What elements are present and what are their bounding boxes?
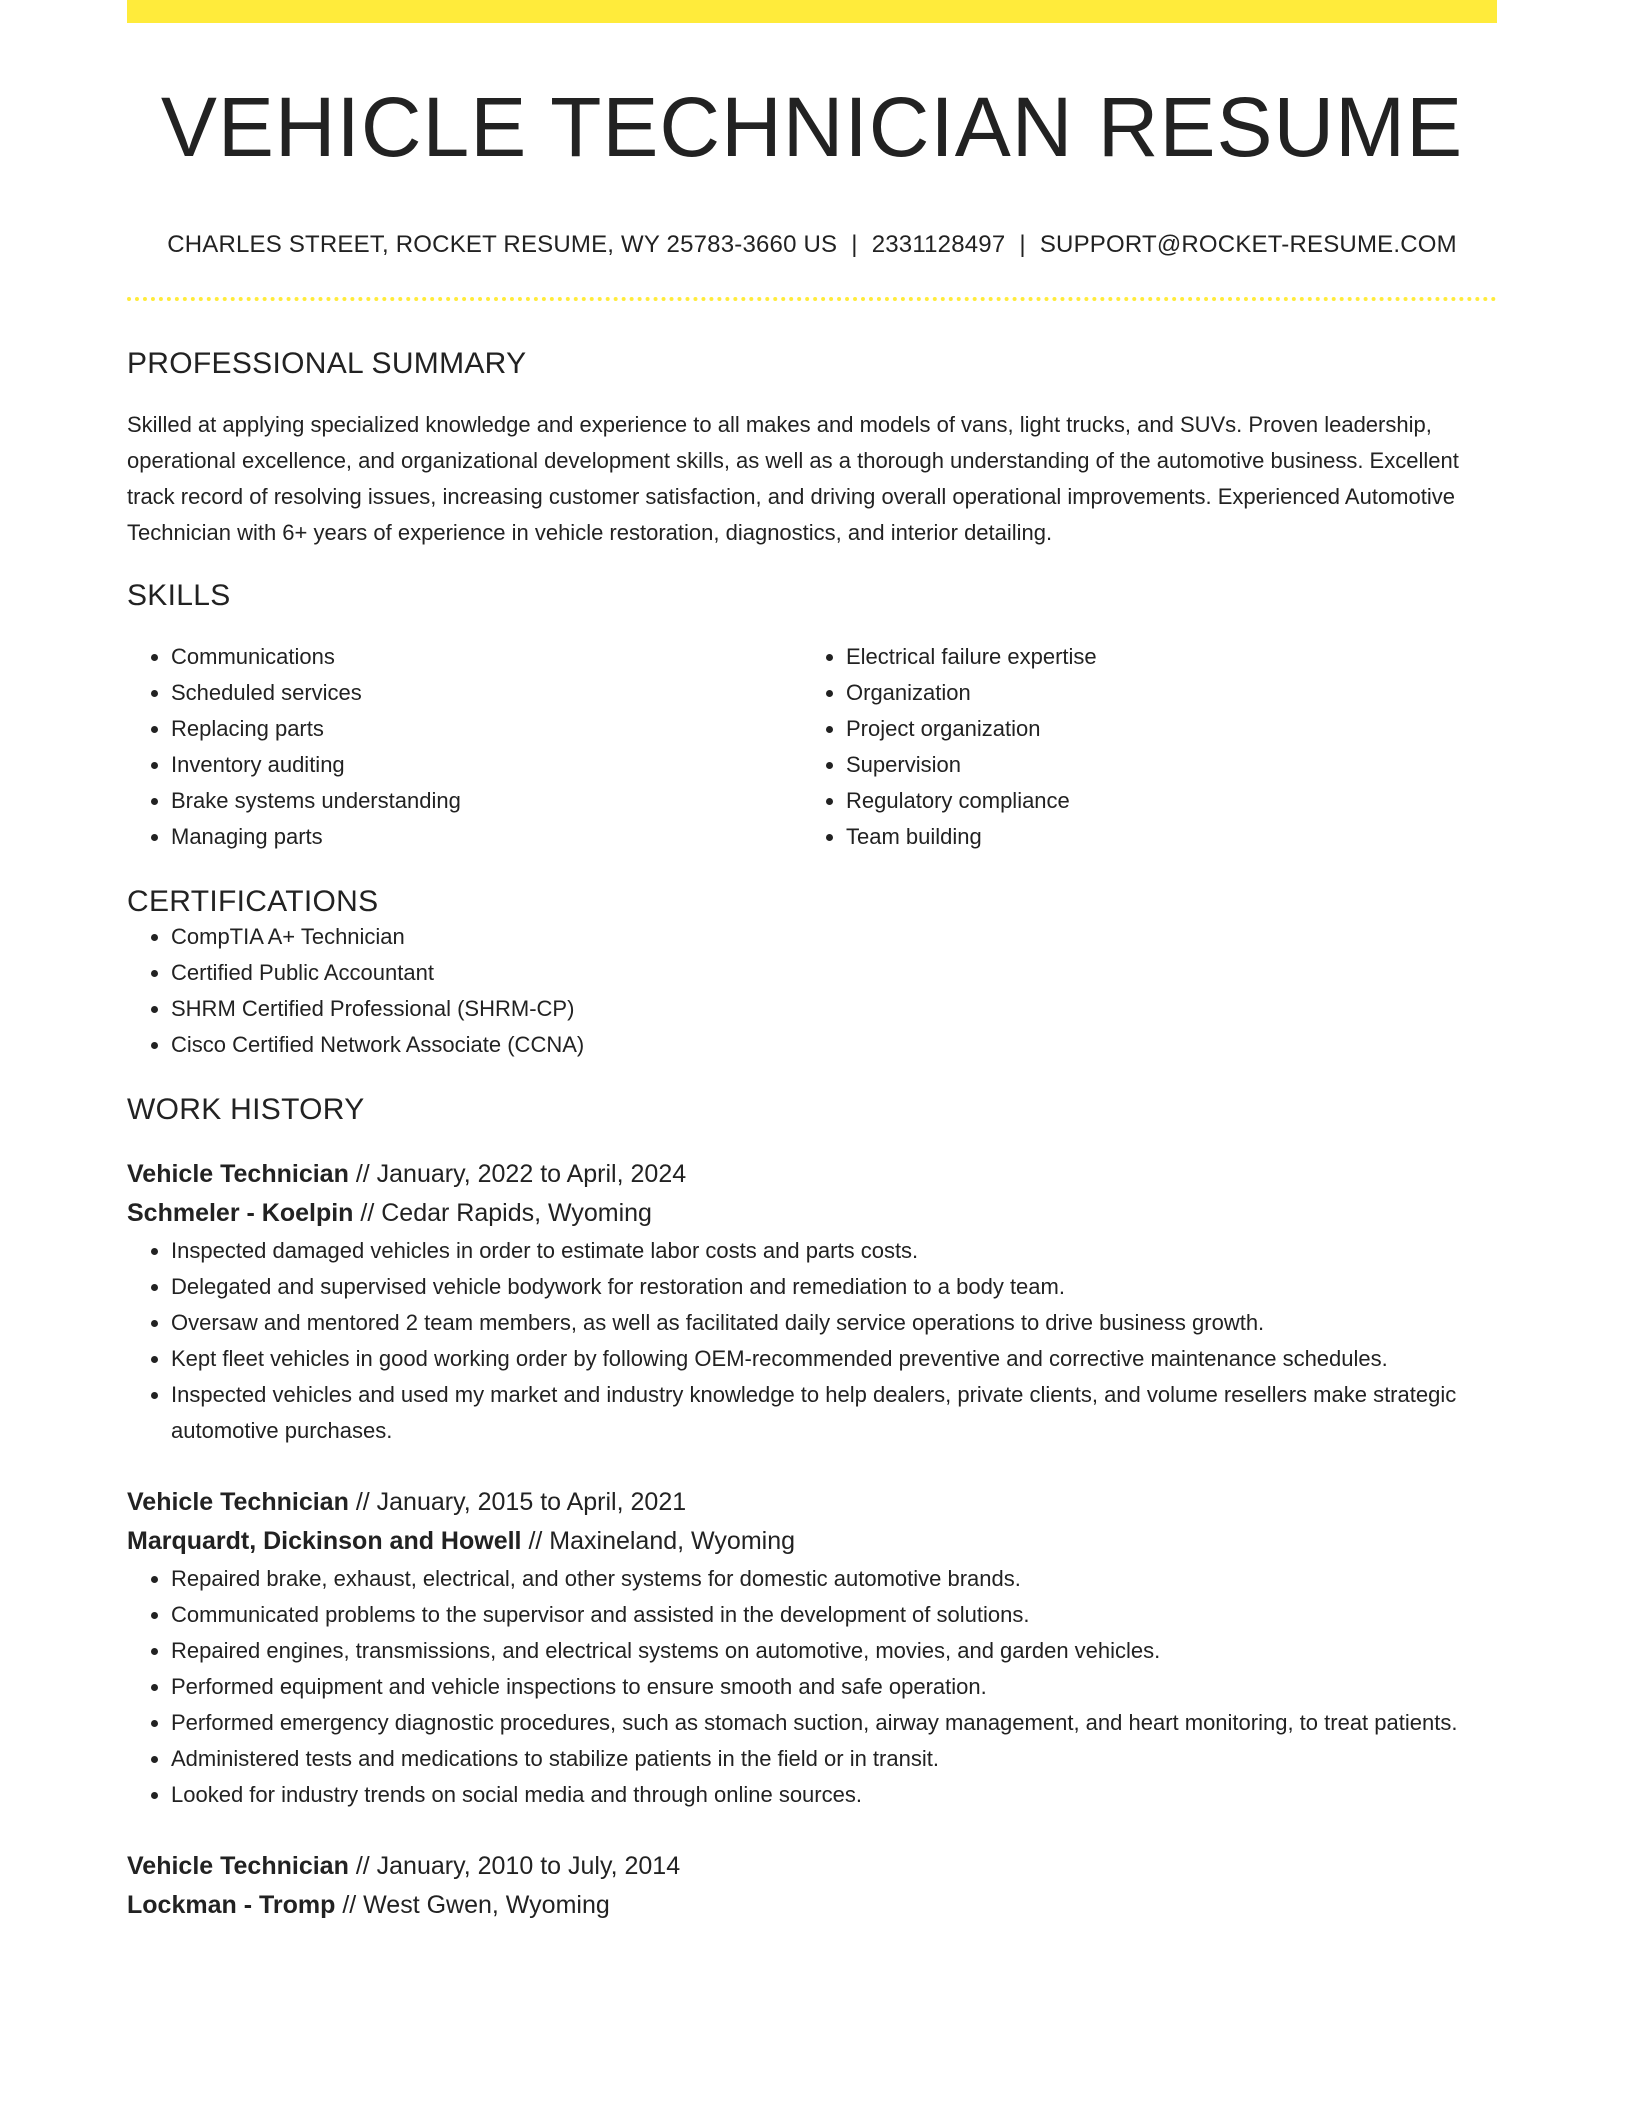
skills-column-right xyxy=(802,639,1477,855)
job-title-line xyxy=(127,1847,1497,1886)
skill-item: • Organization xyxy=(846,675,1477,711)
certification-item: • CompTIA A+ Technician xyxy=(171,919,1497,955)
skill-item: • Project organization xyxy=(846,711,1477,747)
job-location: // Maxineland, Wyoming xyxy=(528,1527,796,1556)
certification-item: • SHRM Certified Professional (SHRM-CP) xyxy=(171,991,1497,1027)
skill-item: • Inventory auditing xyxy=(171,747,802,783)
job-company-line xyxy=(127,1522,1497,1561)
certifications-list xyxy=(127,919,1497,1063)
contact-email: SUPPORT@ROCKET-RESUME.COM xyxy=(1039,231,1457,259)
job-dates: // January, 2010 to July, 2014 xyxy=(355,1852,681,1881)
contact-address: CHARLES STREET, ROCKET RESUME, WY 25783-3660 US xyxy=(167,231,838,259)
skill-item: • Communications xyxy=(171,639,802,675)
skill-item: • Electrical failure expertise xyxy=(846,639,1477,675)
resume-page xyxy=(127,0,1497,1925)
job-bullet: • Oversaw and mentored 2 team members, as well as facilitated daily service operations to drive business growth. xyxy=(171,1305,1497,1341)
job-company-line xyxy=(127,1886,1497,1925)
job-bullet: • Inspected damaged vehicles in order to estimate labor costs and parts costs. xyxy=(171,1233,1497,1269)
skill-item: • Managing parts xyxy=(171,819,802,855)
job-company: Lockman - Tromp xyxy=(127,1891,336,1920)
accent-bar xyxy=(127,0,1497,23)
skills-heading: SKILLS xyxy=(127,579,231,613)
skill-item: • Regulatory compliance xyxy=(846,783,1477,819)
job-title: Vehicle Technician xyxy=(127,1852,349,1881)
job-title-line xyxy=(127,1483,1497,1522)
skill-item: • Brake systems understanding xyxy=(171,783,802,819)
summary-heading: PROFESSIONAL SUMMARY xyxy=(127,347,527,381)
job-bullet: • Performed emergency diagnostic procedures, such as stomach suction, airway management, and heart monitoring, to treat patients. xyxy=(171,1705,1497,1741)
job-title: Vehicle Technician xyxy=(127,1160,349,1189)
job-bullet: • Inspected vehicles and used my market and industry knowledge to help dealers, private clients, and volume resellers make strategic automotive purchases. xyxy=(171,1377,1497,1449)
certifications-heading: CERTIFICATIONS xyxy=(127,885,379,919)
job-company: Marquardt, Dickinson and Howell xyxy=(127,1527,522,1556)
job-bullet: • Kept fleet vehicles in good working order by following OEM-recommended preventive and corrective maintenance schedules. xyxy=(171,1341,1497,1377)
job-location: // West Gwen, Wyoming xyxy=(342,1891,610,1920)
job-dates: // January, 2015 to April, 2021 xyxy=(355,1488,687,1517)
skills-column-left xyxy=(127,639,802,855)
skill-item: • Supervision xyxy=(846,747,1477,783)
job-bullets xyxy=(127,1233,1497,1449)
job-dates: // January, 2022 to April, 2024 xyxy=(355,1160,687,1189)
job-title: Vehicle Technician xyxy=(127,1488,349,1517)
summary-text: Skilled at applying specialized knowledge and experience to all makes and models of vans, light trucks, and SUVs. Proven leadership, operational excellence, and organizational development skills, as well as a thorough understanding of the automotive business. Excellent track record of resolving issues, increasing customer satisfaction, and driving overall operational improvements. Experienced Automotive Technician with 6+ years of experience in vehicle restoration, diagnostics, and interior detailing. xyxy=(127,412,1459,546)
job-entry xyxy=(127,1155,1497,1449)
job-entry xyxy=(127,1483,1497,1813)
job-title-line xyxy=(127,1155,1497,1194)
skill-item: • Team building xyxy=(846,819,1477,855)
dotted-divider xyxy=(127,297,1497,301)
job-entry xyxy=(127,1847,1497,1925)
job-bullet: • Repaired brake, exhaust, electrical, and other systems for domestic automotive brands. xyxy=(171,1561,1497,1597)
job-bullet: • Looked for industry trends on social media and through online sources. xyxy=(171,1777,1497,1813)
job-company-line xyxy=(127,1194,1497,1233)
certification-item: • Certified Public Accountant xyxy=(171,955,1497,991)
job-bullet: • Administered tests and medications to stabilize patients in the field or in transit. xyxy=(171,1741,1497,1777)
resume-title: VEHICLE TECHNICIAN RESUME xyxy=(160,80,1464,174)
contact-separator: | xyxy=(1019,231,1026,259)
certification-item: • Cisco Certified Network Associate (CCNA) xyxy=(171,1027,1497,1063)
contact-phone: 2331128497 xyxy=(871,231,1006,259)
job-bullets xyxy=(127,1561,1497,1813)
job-bullet: • Performed equipment and vehicle inspections to ensure smooth and safe operation. xyxy=(171,1669,1497,1705)
work-history-heading: WORK HISTORY xyxy=(127,1093,365,1127)
job-bullet: • Delegated and supervised vehicle bodywork for restoration and remediation to a body team. xyxy=(171,1269,1497,1305)
job-bullet: • Communicated problems to the supervisor and assisted in the development of solutions. xyxy=(171,1597,1497,1633)
contact-line xyxy=(127,231,1497,259)
job-company: Schmeler - Koelpin xyxy=(127,1199,354,1228)
contact-separator: | xyxy=(851,231,858,259)
job-bullet: • Repaired engines, transmissions, and electrical systems on automotive, movies, and garden vehicles. xyxy=(171,1633,1497,1669)
job-location: // Cedar Rapids, Wyoming xyxy=(360,1199,652,1228)
skill-item: • Replacing parts xyxy=(171,711,802,747)
skill-item: • Scheduled services xyxy=(171,675,802,711)
skills-list xyxy=(127,639,1497,855)
